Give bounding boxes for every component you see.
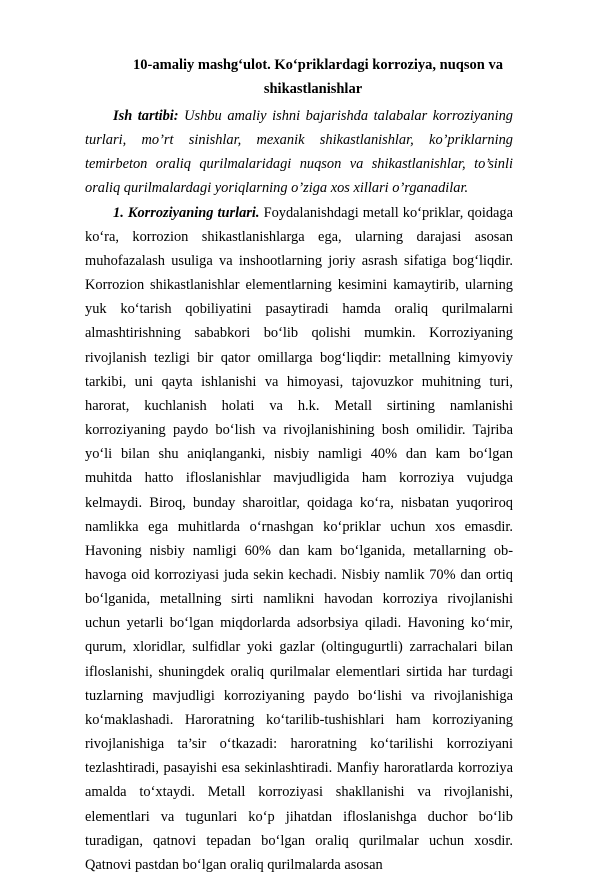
- task-label: Ish tartibi:: [113, 108, 179, 124]
- task-text: Ushbu amaliy ishni bajarishda talabalar korroziyaning turlari, mo’rt sinishlar, mexanik shikastlanishlar, ko’priklarning temirbeton oraliq qurilmalaridagi nuqson va shikastlanishlar, to’sinli oraliq qurilmalardagi yoriqlarning o’ziga xos xillari o’rganadilar.: [85, 108, 514, 197]
- document-title-line-2: shikastlanishlar: [263, 81, 363, 97]
- section-text: Foydalanishdagi metall ko‘priklar, qoidaga ko‘ra, korrozion shikastlanishlarga ega, ularning darajasi asosan muhofazalash usuliga va inshootlarning joriy asrash sifatiga bog‘liqdir. Korrozion shikastlanishlar elementlarning kesimini kamaytirib, ularning yuk ko‘tarish qobiliyatini pasaytiradi hamda oraliq qurilmalarni almashtirishning sababkori bo‘lib qolishi mumkin. Korroziyaning rivojlanish tezligi bir qator omillarga bog‘liqdir: metallning kimyoviy tarkibi, uni qayta ishlanishi va himoyasi, tajovuzkor muhitning turi, harorat, kuchlanish holati va h.k. Metall sirtining namlanishi korroziyaning paydo bo‘lish va rivojlanishining bosh omilidir. Tajriba yo‘li bilan shu aniqlanganki, nisbiy namligi 40% dan kam bo‘lgan muhitda hatto ifloslanishlar mavjudligida ham korroziya vujudga kelmaydi. Biroq, bunday sharoitlar, qoidaga ko‘ra, nisbatan yuqoriroq namlikka ega muhitlarda o‘rnashgan ko‘priklar uchun xos emasdir. Havoning nisbiy namligi 60% dan kam bo‘lganida, metallarning ob-havoga oid korroziyasi juda sekin kechadi. Nisbiy namlik 70% dan ortiq bo‘lganida, metallning sirti namlikni havodan korroziya rivojlanishi uchun yetarli bo‘lgan miqdorlarda adsorbsiya qiladi. Havoning ko‘mir, qurum, xloridlar, sulfidlar yoki gazlar (oltingugurtli) zarrachalari bilan ifloslanishi, shuningdek oraliq qurilmalar elementlari sirtida har turdagi tuzlarning mavjudligi korroziyaning paydo bo‘lishi va rivojlanishiga ko‘maklashadi. Haroratning ko‘tarilib-tushishlari ham korroziyaning rivojlanishiga ta’sir o‘tkazadi: haroratning ko‘tarilishi korroziyani tezlashtiradi, pasayishi esa sekinlashtiradi. Manfiy haroratlarda korroziya amalda to‘xtaydi. Metall korroziyasi shakllanishi va rivojlanishi, elementlari va tugunlari ko‘p jihatdan ifloslanishga duchor bo‘lib turadigan, qatnovi tepadan bo‘lgan oraliq qurilmalar uchun xosdir. Qatnovi pastdan bo‘lgan oraliq qurilmalarda asosan: [85, 204, 513, 873]
- section-heading: 1. Korroziyaning turlari.: [113, 204, 260, 221]
- section-paragraph: [85, 201, 513, 877]
- document-title-line-1: 10-amaliy mashg‘ulot. Ko‘priklardagi korroziya, nuqson va: [133, 57, 503, 73]
- task-paragraph: [85, 104, 513, 201]
- document-body: [85, 104, 513, 877]
